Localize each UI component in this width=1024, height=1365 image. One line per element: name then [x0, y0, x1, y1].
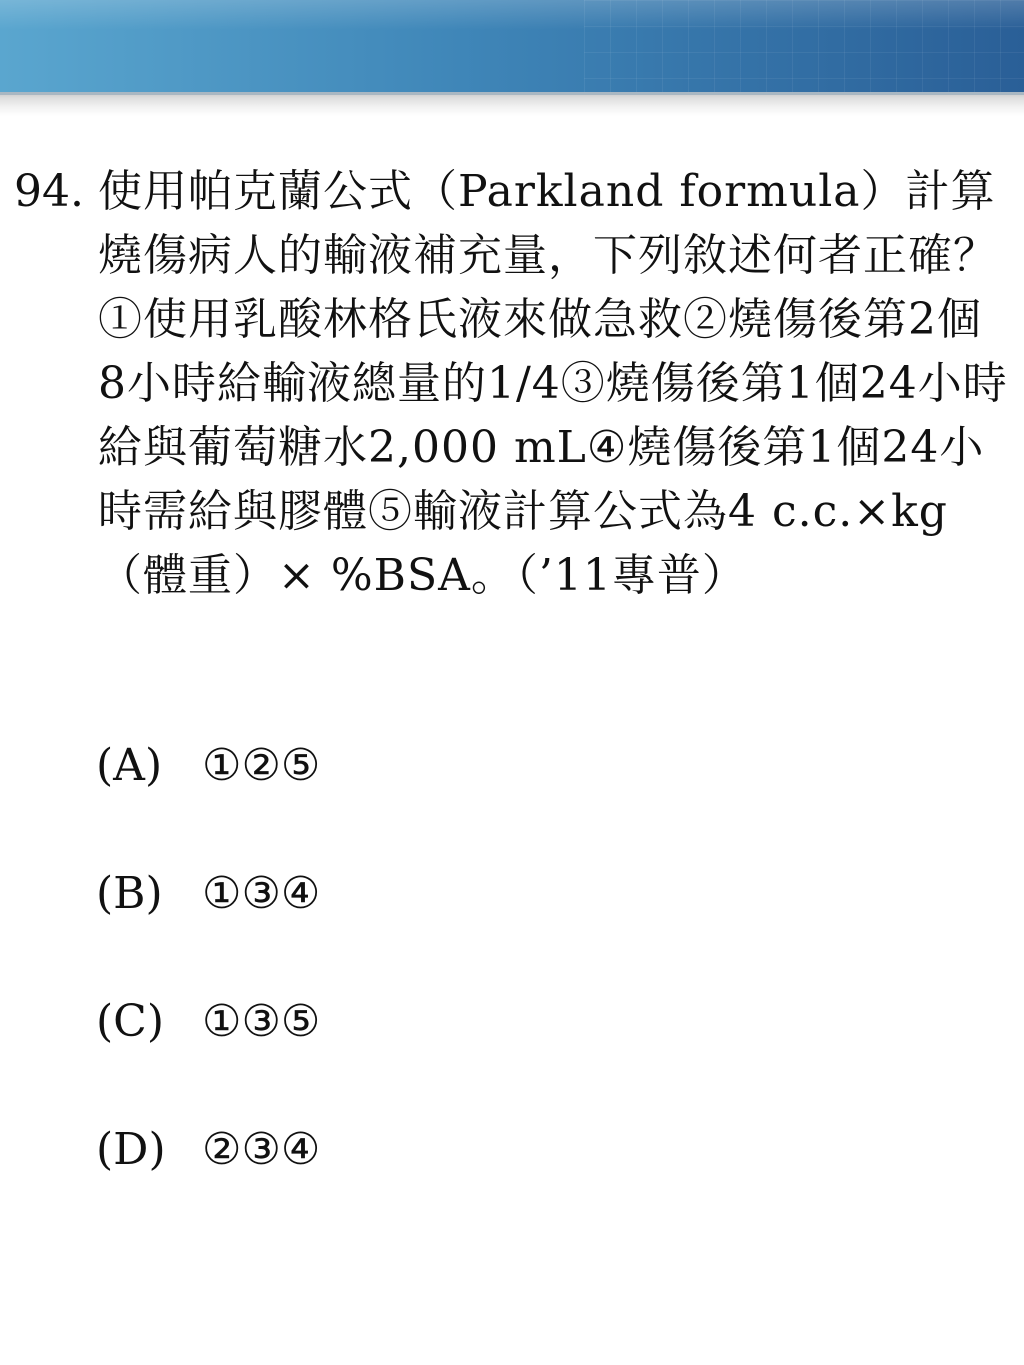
question-text: 使用帕克蘭公式（Parkland formula）計算燒傷病人的輸液補充量，下列敘述何者正確？①使用乳酸林格氏液來做急救②燒傷後第2個8小時給輸液總量的1/4③燒傷後第1個24小時給與葡萄糖水2,000 mL④燒傷後第1個24小時需給與膠體⑤輸液計算公式為4 c.c.×kg（體重）× %BSA。（’11專普）: [98, 166, 1008, 601]
option-c[interactable]: [96, 990, 320, 1054]
option-text: ②③④: [202, 1124, 321, 1175]
option-label: (A): [96, 740, 163, 791]
option-text: ①③⑤: [202, 996, 321, 1047]
header-divider: [0, 92, 1024, 116]
header-divider-line: [0, 92, 1024, 95]
header-banner: [0, 0, 1024, 92]
answer-options: [96, 734, 320, 1246]
question-number: 94.: [14, 166, 84, 217]
option-label: (C): [96, 996, 164, 1047]
option-a[interactable]: [96, 734, 320, 798]
option-label: (D): [96, 1124, 166, 1175]
question-block: [14, 160, 1014, 608]
option-label: (B): [96, 868, 163, 919]
header-shine: [0, 0, 1024, 30]
option-text: ①②⑤: [202, 740, 321, 791]
option-d[interactable]: [96, 1118, 320, 1182]
option-b[interactable]: [96, 862, 320, 926]
option-text: ①③④: [202, 868, 321, 919]
